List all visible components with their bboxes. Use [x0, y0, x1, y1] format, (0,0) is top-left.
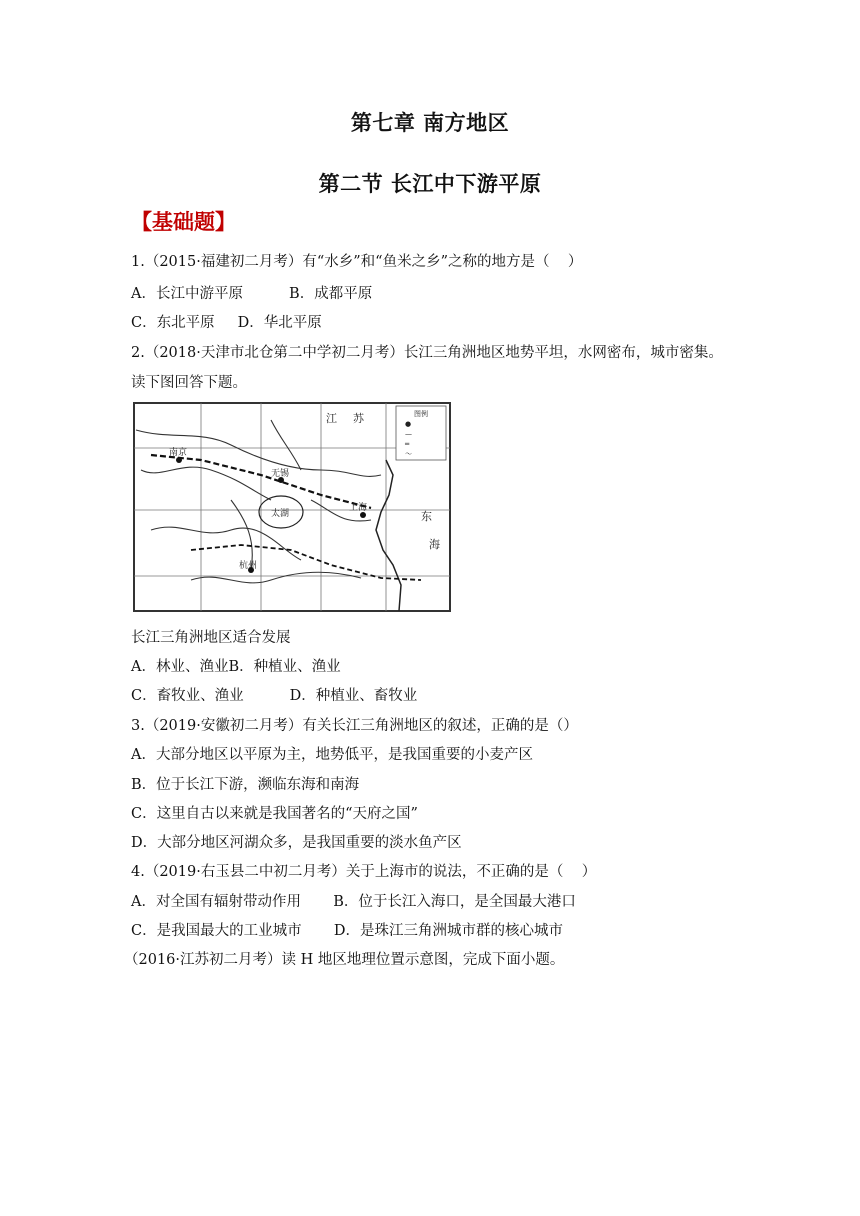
question-2-options-cd: C．畜牧业、渔业 D．种植业、畜牧业 — [131, 688, 418, 704]
question-3-option-d: D．大部分地区河湖众多，是我国重要的淡水鱼产区 — [131, 835, 462, 851]
legend-title: 图例 — [414, 410, 428, 418]
category-label: 【基础题】 — [131, 209, 236, 234]
map-label-nanjing: 南京 — [169, 448, 188, 458]
map-label-dong: 东 — [421, 510, 432, 523]
question-3-stem: 3.（2019·安徽初二月考）有关长江三角洲地区的叙述，正确的是（） — [131, 718, 578, 734]
legend-item-river: — — [405, 430, 412, 438]
map-label-su: 苏 — [353, 412, 364, 425]
question-4-stem: 4.（2019·右玉县二中初二月考）关于上海市的说法，不正确的是（ ） — [131, 864, 597, 880]
question-2-stem: 2.（2018·天津市北仓第二中学初二月考）长江三角洲地区地势平坦，水网密布，城市密集。 — [131, 345, 723, 361]
map-label-shanghai: 上海 — [349, 503, 368, 513]
question-4-options-cd: C．是我国最大的工业城市 D．是珠江三角洲城市群的核心城市 — [131, 923, 563, 939]
map-label-wuxi: 无锡 — [271, 469, 290, 479]
legend-item-water: ～ — [405, 450, 412, 458]
question-2-options-ab: A．林业、渔业B．种植业、渔业 — [131, 659, 341, 675]
question-1-stem: 1.（2015·福建初二月考）有“水乡”和“鱼米之乡”之称的地方是（ ） — [131, 254, 583, 270]
trailing-question-intro: （2016·江苏初二月考）读 H 地区地理位置示意图，完成下面小题。 — [124, 952, 565, 968]
map-label-jiang: 江 — [326, 412, 337, 425]
map-label-taihu: 太湖 — [271, 509, 290, 519]
map-label-hai: 海 — [429, 538, 440, 551]
legend-item-city: ● — [405, 420, 412, 428]
question-4-options-ab: A．对全国有辐射带动作用 B．位于长江入海口，是全国最大港口 — [131, 894, 576, 910]
question-2-sub-stem: 长江三角洲地区适合发展 — [131, 630, 291, 646]
question-3-option-a: A．大部分地区以平原为主，地势低平，是我国重要的小麦产区 — [131, 747, 533, 763]
question-1-options-cd: C．东北平原 D．华北平原 — [131, 315, 322, 331]
question-1-options-ab: A．长江中游平原 B．成都平原 — [131, 286, 373, 302]
question-3-option-b: B．位于长江下游，濒临东海和南海 — [131, 777, 360, 793]
question-3-option-c: C．这里自古以来就是我国著名的“天府之国” — [131, 806, 418, 822]
yangtze-delta-map — [131, 400, 453, 614]
chapter-title: 第七章 南方地区 — [350, 110, 510, 135]
map-label-hangzhou: 杭州 — [239, 561, 258, 571]
section-title: 第二节 长江中下游平原 — [318, 171, 542, 196]
legend-item-railway: ═ — [405, 440, 410, 448]
question-2-stem-cont: 读下图回答下题。 — [131, 375, 247, 391]
